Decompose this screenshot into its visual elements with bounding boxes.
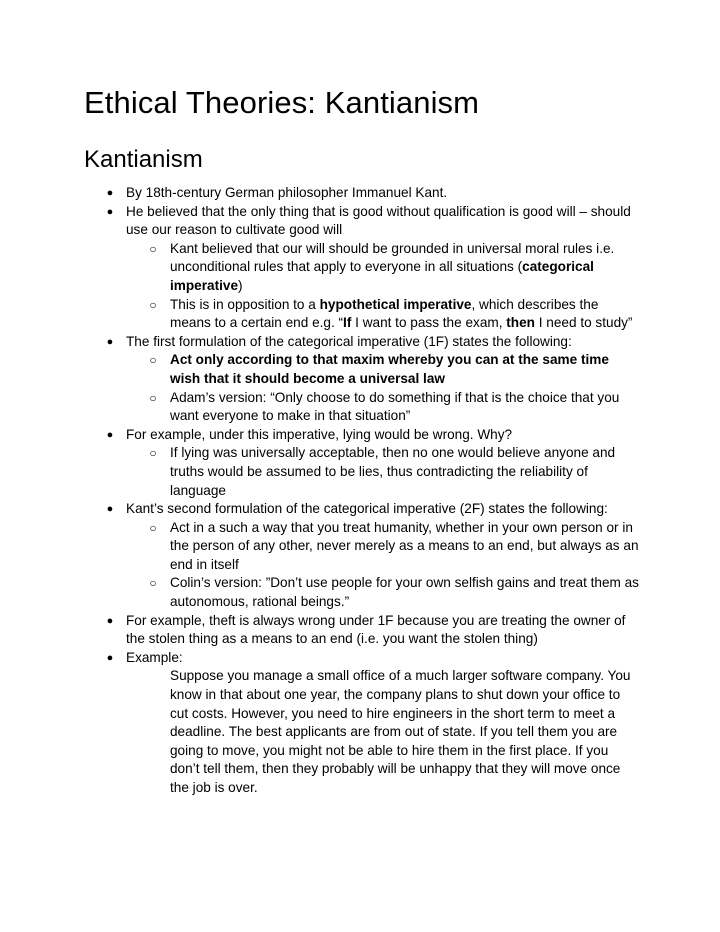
list-item (0, 612, 646, 649)
bullet-filled-icon: ● (106, 335, 114, 348)
list-item-text: Kant’s second formulation of the categorical imperative (2F) states the following: (126, 501, 608, 517)
bullet-hollow-icon: ○ (149, 390, 157, 405)
sub-list-item-text: Act in a such a way that you treat humanity, whether in your own person or in the person of any other, never merely as a means to an end, but always as an end in itself (170, 519, 639, 572)
sub-list-item (0, 574, 640, 611)
bullet-filled-icon: ● (106, 503, 114, 516)
bullet-hollow-icon: ○ (149, 353, 157, 368)
bullet-filled-icon: ● (106, 614, 114, 627)
list-item-text: The first formulation of the categorical imperative (1F) states the following: (126, 333, 572, 349)
bullet-hollow-icon: ○ (149, 241, 157, 256)
bullet-filled-icon: ● (106, 205, 114, 218)
sub-list-item-text: This is in opposition to a (170, 296, 320, 312)
bold-term: then (506, 315, 535, 331)
bold-term: If (343, 315, 352, 331)
bullet-filled-icon: ● (106, 428, 114, 441)
example-paragraph: Suppose you manage a small office of a much larger software company. You know in that about one year, the company plans to shut down your office to cut costs. However, you need to hire engineers in the short term to meet a deadline. The best applicants are from out of state. If you tell them you are going to move, you might not be able to hire them in the first place. If you don’t tell them, then they probably will be unhappy that they will move once the job is over. (170, 668, 631, 795)
sub-list-item-text: I want to pass the exam, (351, 315, 507, 331)
bullet-hollow-icon: ○ (149, 446, 157, 461)
sub-list-item-text: If lying was universally acceptable, then no one would believe anyone and truths would be assumed to be lies, thus contradicting the reliability of language (170, 445, 616, 498)
bullet-filled-icon: ● (106, 651, 114, 664)
sub-list-item-text: Kant believed that our will should be grounded in universal moral rules i.e. unconditional rules that apply to everyone in all situations ( (170, 240, 615, 275)
document-title: Ethical Theories: Kantianism (84, 85, 480, 120)
sub-list-item (0, 351, 640, 388)
sub-list-item (0, 240, 640, 296)
bold-term: categorical imperative (170, 259, 594, 293)
list-item (0, 203, 646, 240)
bullet-hollow-icon: ○ (149, 576, 157, 591)
list-item (0, 426, 646, 445)
list-item (0, 184, 646, 203)
bullet-filled-icon: ● (106, 187, 114, 199)
list-item (0, 649, 646, 668)
bullet-hollow-icon: ○ (149, 297, 157, 312)
list-item-text: By 18th-century German philosopher Immanuel Kant. (126, 185, 448, 200)
bold-term: Act only according to that maxim whereby you can at the same time wish that it should become a universal law (170, 352, 609, 386)
sub-list-item-text: I need to study” (534, 315, 633, 331)
list-item-text: Example: (126, 649, 183, 665)
bold-term: hypothetical imperative (319, 296, 472, 312)
sub-list-item-text: Adam’s version: “Only choose to do something if that is the choice that you want everyone to make in that situation” (170, 389, 620, 424)
section-heading: Kantianism (84, 146, 203, 173)
sub-list-item-text: , which describes the means to a certain end e.g. “ (170, 296, 599, 331)
list-item-text: For example, under this imperative, lying would be wrong. Why? (126, 426, 513, 442)
list-item-text: He believed that the only thing that is good without qualification is good will – should use our reason to cultivate good will (126, 203, 631, 238)
list-item (0, 500, 646, 519)
sub-list-item (0, 296, 640, 333)
sub-list-item (0, 389, 640, 426)
list-item (0, 333, 646, 352)
sub-list-item-text: ) (238, 277, 243, 293)
bullet-hollow-icon: ○ (149, 520, 157, 535)
document-body (0, 184, 720, 798)
sub-list-item-text: Colin’s version: ”Don’t use people for your own selfish gains and treat them as autonomous, rational beings.” (170, 575, 639, 610)
list-item-text: For example, theft is always wrong under 1F because you are treating the owner of the stolen thing as a means to an end (i.e. you want the stolen thing) (126, 612, 626, 647)
sub-list-item (0, 519, 640, 575)
sub-list-item (0, 444, 640, 500)
